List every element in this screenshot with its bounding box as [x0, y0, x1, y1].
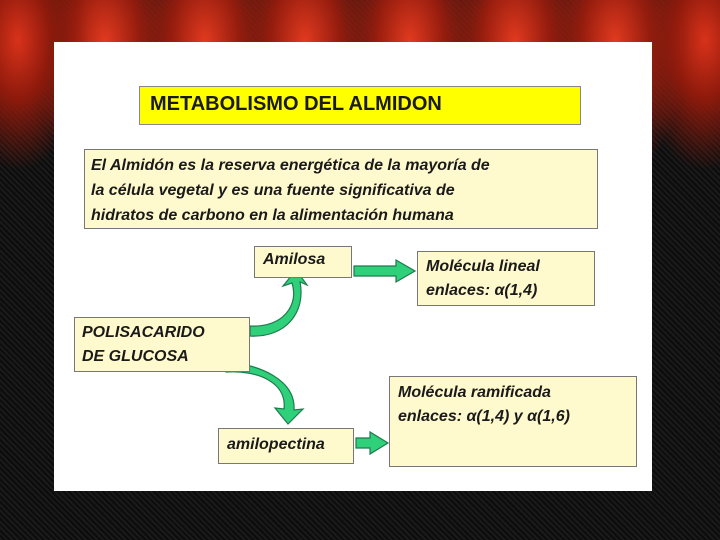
amilosa-label: Amilosa	[263, 251, 326, 268]
amilopectina-label: amilopectina	[227, 436, 325, 453]
slide-title	[139, 86, 581, 125]
curved-arrow-up-icon	[250, 270, 307, 336]
amilosa-box	[254, 246, 352, 278]
enlaces-ramificada-line: enlaces: α(1,4) y α(1,6)	[398, 408, 570, 425]
intro-box	[84, 149, 598, 229]
slide-title-text: METABOLISMO DEL ALMIDON	[150, 93, 442, 115]
polisacarido-box	[74, 317, 250, 372]
molecula-ramificada-line: Molécula ramificada	[398, 384, 551, 401]
slide	[54, 42, 652, 491]
arrow-right-top-icon	[354, 260, 415, 282]
molecula-ramificada-box	[389, 376, 637, 467]
polisacarido-line: POLISACARIDO	[82, 324, 205, 341]
intro-line: El Almidón es la reserva energética de la mayoría de	[91, 157, 490, 174]
molecula-lineal-line: Molécula lineal	[426, 258, 540, 275]
enlaces-lineal-line: enlaces: α(1,4)	[426, 282, 538, 299]
glucosa-line: DE GLUCOSA	[82, 348, 189, 365]
intro-line: hidratos de carbono en la alimentación humana	[91, 207, 454, 224]
intro-line: la célula vegetal y es una fuente significativa de	[91, 182, 455, 199]
molecula-lineal-box	[417, 251, 595, 306]
amilopectina-box	[218, 428, 354, 464]
arrow-right-bottom-icon	[356, 432, 388, 454]
